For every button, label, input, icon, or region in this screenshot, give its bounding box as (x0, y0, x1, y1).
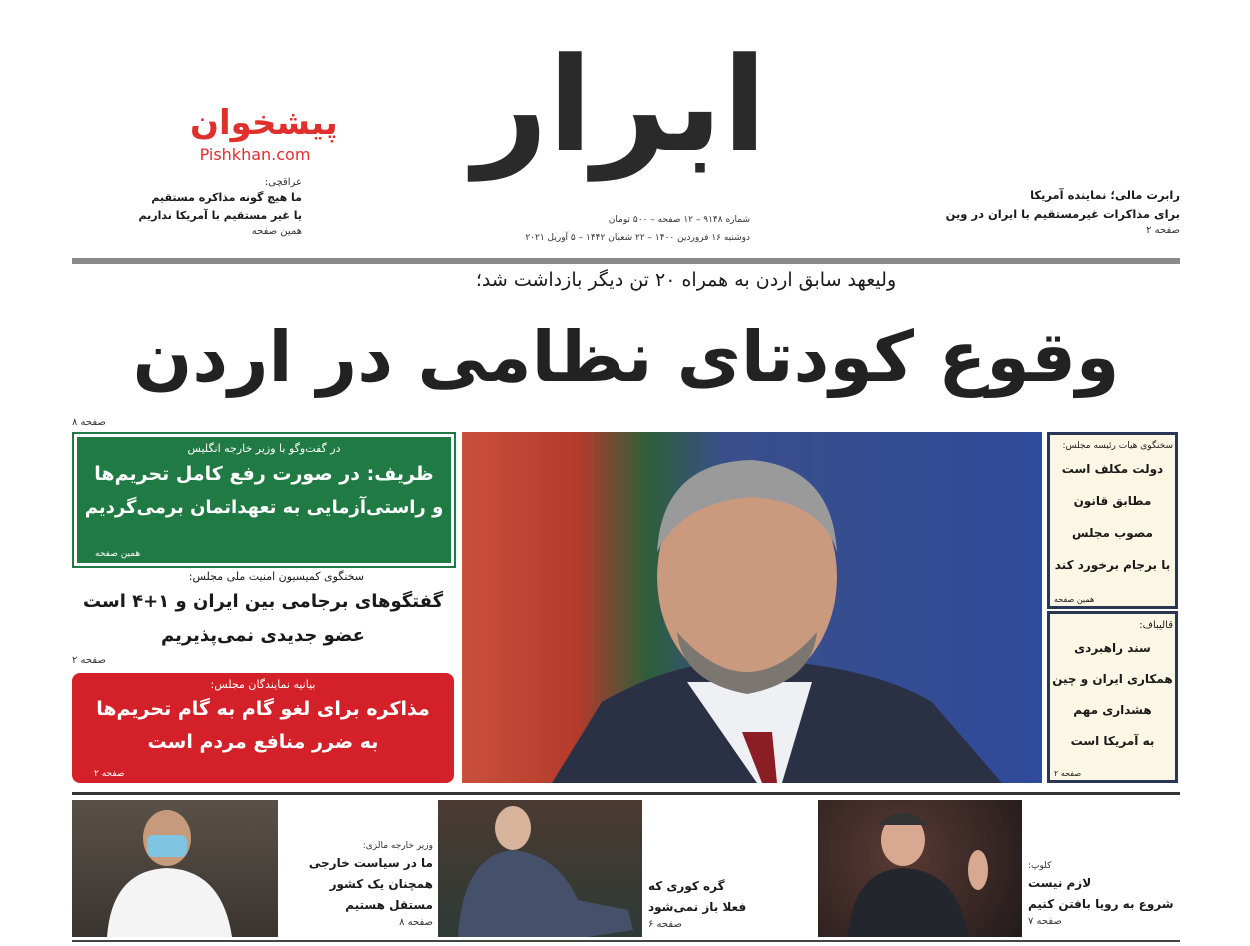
page-ref: صفحه ۷ (1028, 916, 1062, 927)
headline: رابرت مالی؛ نماینده آمریکا (1030, 188, 1180, 202)
headline-line: فعلا باز نمی‌شود (648, 900, 747, 914)
headline-line: همکاری ایران و چین (1052, 672, 1173, 686)
page-ref: صفحه ۲ (1054, 769, 1082, 778)
headline-line: شروع به رویا بافتن کنیم (1028, 897, 1174, 911)
divider (72, 258, 1180, 264)
issue-line: شماره ۹۱۴۸ – ۱۲ صفحه – ۵۰۰ تومان (608, 215, 750, 225)
page-ref: صفحه ۶ (648, 919, 682, 930)
lead-kicker: ولیعهد سابق اردن به همراه ۲۰ تن دیگر بازداشت شد؛ (475, 269, 897, 291)
right-story-box-2[interactable] (1047, 611, 1178, 783)
page-ref: صفحه ۲ (72, 655, 106, 666)
headline: مذاکره برای لغو گام به گام تحریم‌ها (96, 698, 430, 720)
photo-illustration (72, 800, 278, 937)
headline-line: لازم نیست (1028, 876, 1092, 890)
photo-football-coach (818, 800, 1022, 937)
headline-line: دولت مکلف است (1061, 462, 1164, 476)
pishkhan-watermark (190, 100, 338, 164)
headline-line: ما در سیاست خارجی (308, 856, 433, 870)
headline: و راستی‌آزمایی به تعهداتمان برمی‌گردیم (84, 497, 444, 518)
headline-line: هشداری مهم (1073, 703, 1152, 717)
kicker: کلوپ: (1028, 861, 1052, 871)
lead-photo-king-abdullah (462, 432, 1042, 783)
lead-headline[interactable]: وقوع کودتای نظامی در اردن (132, 316, 1120, 398)
headline (1052, 633, 1173, 757)
headline: یا غیر مستقیم با آمریکا نداریم (138, 209, 302, 222)
bottom-story-3[interactable] (1028, 860, 1218, 928)
kicker: در گفت‌وگو با وزیر خارجه انگلیس (187, 442, 341, 455)
page-ref: صفحه ۲ (94, 769, 125, 779)
headline: عضو جدیدی نمی‌پذیریم (161, 625, 365, 646)
green-story-box[interactable] (74, 434, 454, 566)
page-ref: صفحه ۸ (399, 917, 433, 928)
headline-line: با برجام برخورد کند (1054, 558, 1171, 572)
headline (1052, 453, 1173, 581)
masthead-logo: ابرار (473, 29, 767, 181)
watermark-en: Pishkhan.com (199, 145, 311, 164)
top-right-teaser[interactable] (880, 186, 1180, 238)
right-story-box-1[interactable] (1047, 432, 1178, 609)
kicker: سخنگوی هیات رئیسه مجلس: (1062, 441, 1173, 451)
photo-actor (438, 800, 642, 937)
kicker: بیانیه نمایندگان مجلس: (210, 678, 316, 691)
photo-illustration (818, 800, 1022, 937)
page-ref: همین صفحه (1054, 595, 1095, 604)
kicker: عراقچی: (264, 177, 302, 188)
headline: ظریف: در صورت رفع کامل تحریم‌ها (94, 463, 434, 485)
kicker: وزیر خارجه مالزی: (362, 841, 433, 851)
portrait-illustration (462, 432, 1042, 783)
date-line: دوشنبه ۱۶ فروردین ۱۴۰۰ – ۲۲ شعبان ۱۴۴۲ – ۵ آوریل ۲۰۲۱ (525, 233, 750, 243)
headline-line: به آمریکا است (1070, 734, 1155, 748)
headline: به ضرر منافع مردم است (147, 731, 379, 753)
lead-page-ref: صفحه ۸ (72, 417, 106, 428)
bottom-story-2[interactable] (648, 876, 808, 931)
photo-illustration (438, 800, 642, 937)
photo-malaysia-minister (72, 800, 278, 937)
middle-story[interactable] (72, 570, 454, 670)
kicker: سخنگوی کمیسیون امنیت ملی مجلس: (188, 570, 364, 583)
headline-line: مصوب مجلس (1072, 526, 1153, 540)
headline: برای مذاکرات غیرمستقیم با ایران در وین (945, 207, 1180, 221)
page-ref: همین صفحه (251, 226, 302, 237)
headline-line: گره کوری که (648, 879, 725, 893)
red-story-box[interactable] (72, 673, 454, 783)
headline: گفتگوهای برجامی بین ایران و ۱+۴ است (82, 591, 444, 612)
headline: ما هیچ گونه مذاکره مستقیم (151, 191, 302, 204)
page-ref: همین صفحه (95, 549, 141, 559)
kicker: قالیباف: (1139, 620, 1173, 631)
headline-line: مستقل هستیم (345, 898, 433, 912)
watermark-fa: پیشخوان (190, 103, 338, 143)
headline-line: همچنان یک کشور (329, 877, 433, 891)
divider (72, 792, 1180, 795)
top-left-teaser[interactable] (72, 176, 302, 238)
headline-line: سند راهبردی (1074, 641, 1151, 655)
divider (72, 940, 1180, 942)
headline-line: مطابق قانون (1073, 494, 1152, 508)
page-ref: صفحه ۲ (1146, 225, 1180, 236)
bottom-story-1[interactable] (283, 840, 433, 929)
